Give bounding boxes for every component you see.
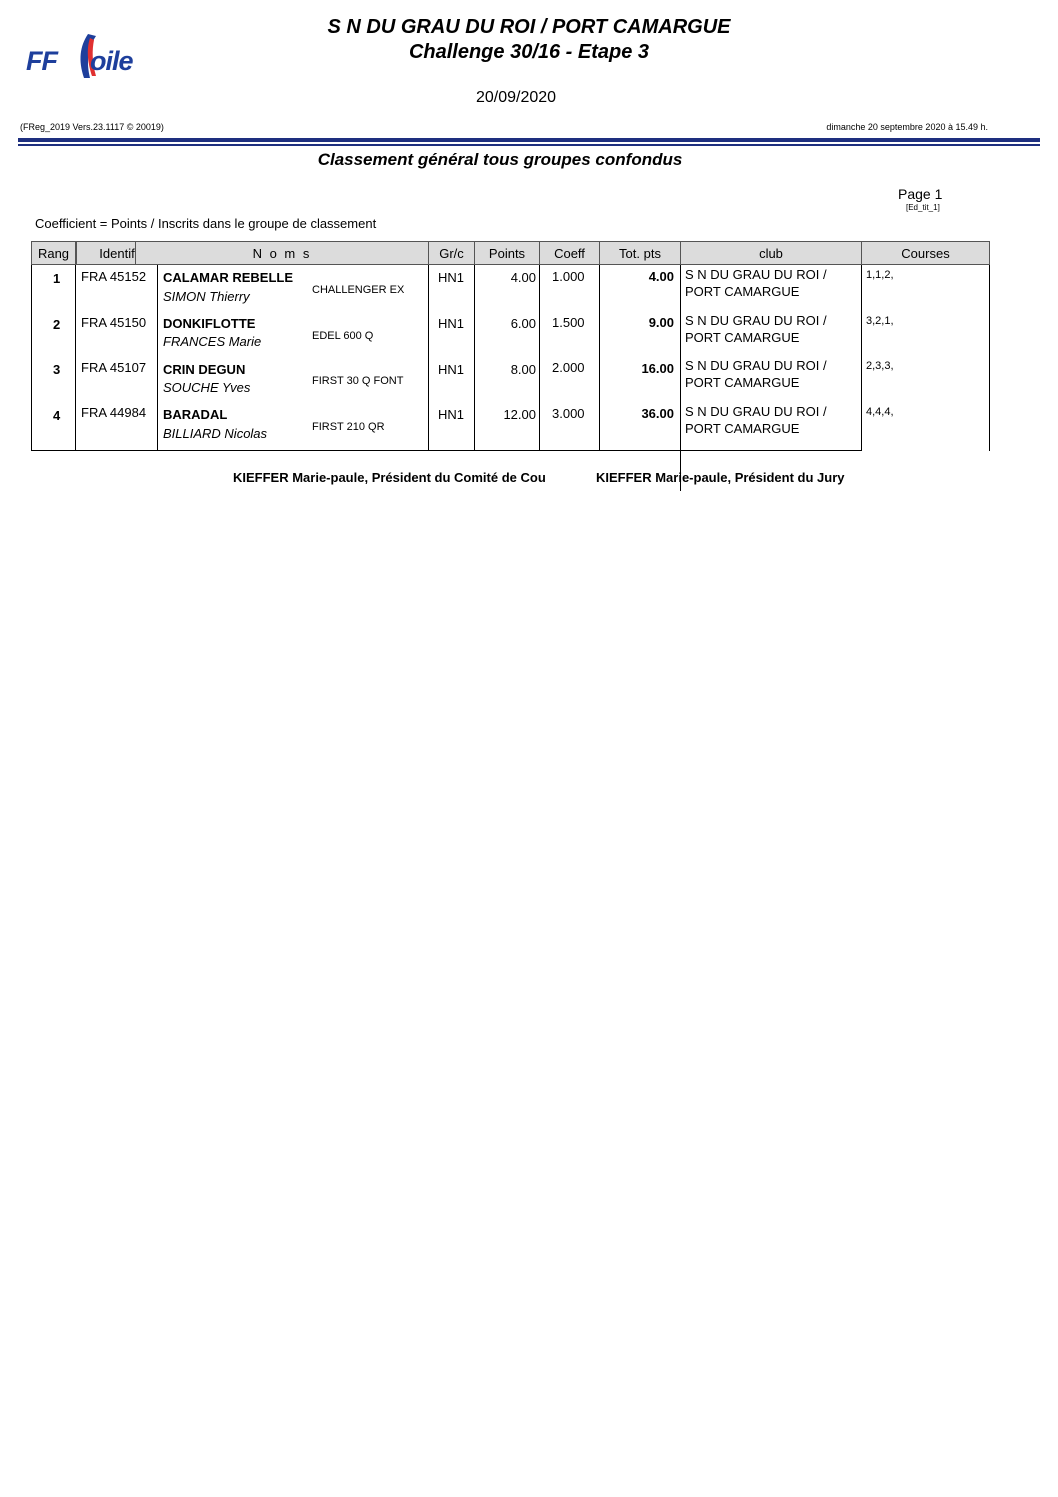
- coefficient: 1.500: [552, 315, 585, 330]
- col-header-rang: Rang: [31, 241, 76, 265]
- total-points: 36.00: [641, 406, 674, 421]
- points: 8.00: [510, 362, 536, 377]
- sail-number: FRA 45152: [81, 269, 147, 284]
- logo-text-ff: FF: [26, 46, 57, 76]
- rank: 3: [53, 362, 61, 377]
- column-divider: [861, 265, 862, 451]
- column-divider: [428, 265, 429, 451]
- points: 6.00: [510, 316, 536, 331]
- club-line-2: PORT CAMARGUE: [685, 330, 800, 345]
- column-divider: [75, 265, 76, 451]
- event-date: 20/09/2020: [475, 89, 557, 106]
- section-title: Classement général tous groupes confondus: [317, 150, 683, 169]
- sail-number: FRA 44984: [81, 405, 147, 420]
- col-header-club: club: [680, 241, 862, 265]
- club-line-1: S N DU GRAU DU ROI /: [685, 267, 827, 282]
- column-divider: [474, 265, 475, 451]
- boat-type: FIRST 210 QR: [312, 421, 385, 433]
- ranking-table: [31, 241, 990, 451]
- points: 4.00: [510, 270, 536, 285]
- column-divider: [599, 265, 600, 451]
- race-results: 2,3,3,: [866, 360, 894, 372]
- column-divider: [539, 265, 540, 451]
- club-line-2: PORT CAMARGUE: [685, 284, 800, 299]
- skipper-name: SOUCHE Yves: [163, 380, 251, 395]
- boat-name: CRIN DEGUN: [163, 362, 246, 377]
- rank: 1: [53, 271, 61, 286]
- race-results: 4,4,4,: [866, 406, 894, 418]
- boat-name: DONKIFLOTTE: [163, 316, 256, 331]
- column-divider: [157, 265, 158, 451]
- table-border-bottom: [31, 450, 861, 451]
- event-subtitle: Challenge 30/16 - Etape 3: [408, 41, 650, 63]
- table-border-left: [31, 265, 32, 451]
- software-version: (FReg_2019 Vers.23.1117 © 20019): [20, 122, 164, 132]
- club-line-2: PORT CAMARGUE: [685, 421, 800, 436]
- col-header-coeff: Coeff: [539, 241, 600, 265]
- points: 12.00: [503, 407, 536, 422]
- col-header-identif: Identif: [76, 241, 158, 265]
- col-header-grc: Gr/c: [428, 241, 475, 265]
- skipper-name: FRANCES Marie: [163, 334, 262, 349]
- club-line-1: S N DU GRAU DU ROI /: [685, 313, 827, 328]
- col-header-noms: N o m s: [135, 241, 429, 265]
- signature-committee: KIEFFER Marie-paule, Président du Comité de Cou: [233, 470, 546, 485]
- coefficient-note: Coefficient = Points / Inscrits dans le groupe de classement: [35, 216, 377, 231]
- group: HN1: [438, 316, 465, 331]
- rank: 4: [53, 408, 61, 423]
- group: HN1: [438, 362, 465, 377]
- print-timestamp: dimanche 20 septembre 2020 à 15.49 h.: [826, 122, 988, 132]
- group: HN1: [438, 270, 465, 285]
- sail-number: FRA 45107: [81, 360, 147, 375]
- boat-name: BARADAL: [163, 407, 228, 422]
- edition-code: [Ed_tit_1]: [906, 203, 940, 212]
- race-results: 3,2,1,: [866, 315, 894, 327]
- coefficient: 3.000: [552, 406, 585, 421]
- total-points: 4.00: [648, 269, 674, 284]
- coefficient: 2.000: [552, 360, 585, 375]
- boat-type: CHALLENGER EX: [312, 284, 405, 296]
- club-line-1: S N DU GRAU DU ROI /: [685, 404, 827, 419]
- col-header-points: Points: [474, 241, 540, 265]
- sail-number: FRA 45150: [81, 315, 147, 330]
- table-border-right: [989, 265, 990, 451]
- column-divider: [680, 265, 681, 491]
- club-line-2: PORT CAMARGUE: [685, 375, 800, 390]
- header-rule-thin: [18, 144, 1040, 146]
- header-rule-thick: [18, 138, 1040, 142]
- coefficient: 1.000: [552, 269, 585, 284]
- page-number: Page 1: [898, 186, 943, 202]
- signature-jury: KIEFFER Marie-paule, Président du Jury: [596, 470, 845, 485]
- skipper-name: SIMON Thierry: [163, 289, 250, 304]
- boat-type: FIRST 30 Q FONT: [312, 375, 404, 387]
- boat-type: EDEL 600 Q: [312, 330, 374, 342]
- col-header-tot-pts: Tot. pts: [599, 241, 681, 265]
- group: HN1: [438, 407, 465, 422]
- boat-name: CALAMAR REBELLE: [163, 270, 293, 285]
- total-points: 9.00: [648, 315, 674, 330]
- skipper-name: BILLIARD Nicolas: [163, 426, 268, 441]
- logo-text-oile: oile: [90, 46, 133, 76]
- club-line-1: S N DU GRAU DU ROI /: [685, 358, 827, 373]
- event-title: S N DU GRAU DU ROI / PORT CAMARGUE: [327, 16, 731, 38]
- total-points: 16.00: [641, 361, 674, 376]
- race-results: 1,1,2,: [866, 269, 894, 281]
- col-header-courses: Courses: [861, 241, 990, 265]
- rank: 2: [53, 317, 61, 332]
